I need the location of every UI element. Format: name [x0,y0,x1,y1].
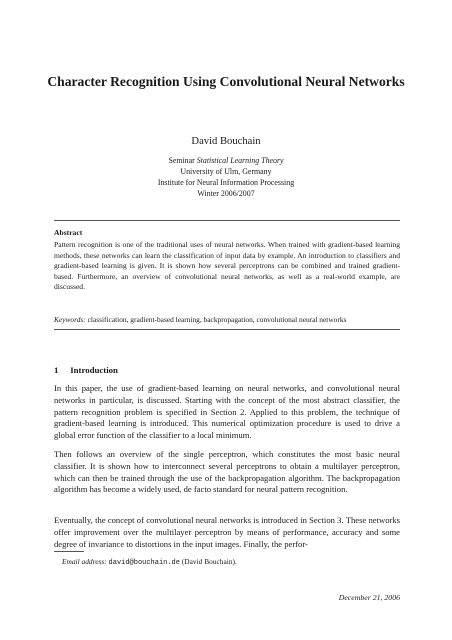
footnote [62,557,237,567]
footnote-rule [54,551,84,552]
keywords-text: classification, gradient-based learning, backpropagation, convolutional neural networks [87,315,347,324]
section-heading-introduction [54,365,118,375]
intro-paragraph-1: In this paper, the use of gradient-based learning on neural networks, and convolutional neural networks in particular, is discussed. Starting with the concept of the most abstract classifier, the pattern recognition problem is specified in Section 2. Applied to this problem, the technique of gradient-based learning is introduced. This numerical optimization procedure is used to drive a global error function of the classifier to a local minimum. [54,383,400,441]
seminar-line [40,155,412,166]
paper-title: Character Recognition Using Convolutional Neural Networks [47,74,405,89]
keywords-label: Keywords: [54,315,86,324]
university-line: University of Ulm, Germany [180,167,272,176]
keywords-line [54,315,400,325]
footnote-name: (David Bouchain). [181,557,237,566]
paper-date: December 21, 2006 [338,593,400,602]
author-name: David Bouchain [191,136,261,147]
affiliation-block [40,155,412,199]
footnote-label: Email address: [62,557,107,566]
intro-paragraph-2: Then follows an overview of the single perceptron, which constitutes the most basic neural classifier. It is shown how to interconnect several perceptrons to obtain a multilayer perceptron, which can then be trained through the use of the backpropagation algorithm. The backpropagation algorithm has become a widely used, de facto standard for neural pattern recognition. [54,449,400,495]
section-number: 1 [54,365,59,375]
seminar-name: Statistical Learning Theory [196,156,284,165]
section-title: Introduction [70,365,118,375]
footnote-email: david@bouchain.de [108,559,180,567]
institute-line: Institute for Neural Information Processing [157,178,295,187]
abstract-text: Pattern recognition is one of the traditional uses of neural networks. When trained with gradient-based learning methods, these networks can learn the classification of input data by example. An introduction to classifiers and gradient-based learning is given. It is shown how several perceptrons can be combined and trained gradient-based. Furthermore, an overview of convolutional neural networks, as well as a real-world example, are discussed. [54,240,400,292]
seminar-prefix: Seminar [168,156,195,165]
intro-paragraph-3: Eventually, the concept of convolutional neural networks is introduced in Section 3. These networks offer improvement over the multilayer perceptron by means of performance, accuracy and some degree of invariance to distortions in the input images. Finally, the perfor- [54,515,400,549]
abstract-heading: Abstract [54,228,83,237]
term-line: Winter 2006/2007 [197,189,255,198]
abstract-bottom-rule [54,329,400,330]
abstract-top-rule [54,220,400,221]
